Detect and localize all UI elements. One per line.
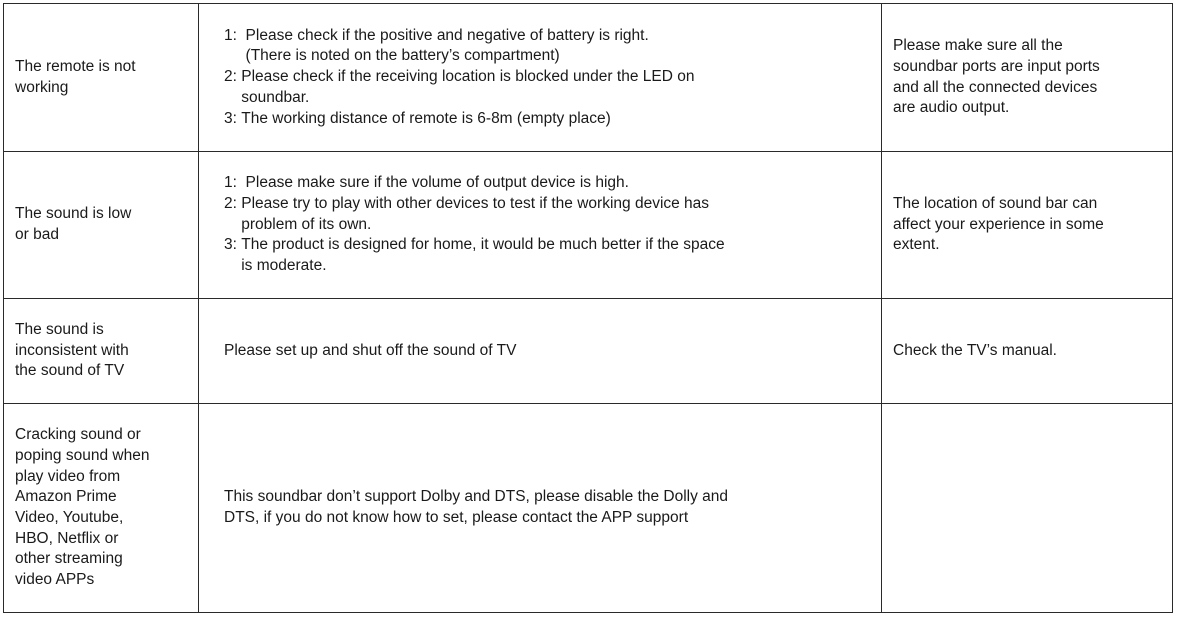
note-cell bbox=[881, 299, 1172, 403]
list-item bbox=[224, 173, 725, 194]
solution-cell bbox=[198, 152, 881, 298]
table-row bbox=[4, 4, 1172, 151]
list-item bbox=[224, 109, 694, 130]
list-item bbox=[224, 194, 725, 235]
troubleshooting-table bbox=[3, 3, 1173, 613]
solution-cell bbox=[198, 404, 881, 612]
solution-text: Please set up and shut off the sound of TV bbox=[224, 341, 517, 359]
problem-cell bbox=[4, 152, 198, 298]
item-number: 2: bbox=[224, 68, 242, 86]
solution-list bbox=[224, 173, 725, 277]
item-number: 3: bbox=[224, 109, 242, 127]
problem-cell bbox=[4, 4, 198, 151]
note-cell bbox=[881, 4, 1172, 151]
item-text: Please make sure if the volume of output device is high. bbox=[245, 174, 629, 192]
table-row bbox=[4, 298, 1172, 403]
item-number: 1: bbox=[224, 174, 246, 192]
solution-list bbox=[224, 26, 694, 130]
item-text: Please try to play with other devices to test if the working device has problem of its own. bbox=[241, 194, 710, 233]
item-number: 2: bbox=[224, 194, 242, 212]
item-text: Please check if the receiving location is blocked under the LED on soundbar. bbox=[241, 68, 695, 106]
list-item bbox=[224, 67, 694, 108]
item-number: 1: bbox=[224, 26, 246, 44]
problem-cell bbox=[4, 404, 198, 612]
note-cell bbox=[881, 152, 1172, 298]
note-text: Please make sure all the soundbar ports are input ports and all the connected devices are audio output. bbox=[893, 37, 1100, 117]
list-item bbox=[224, 26, 694, 67]
solution-cell bbox=[198, 299, 881, 403]
problem-text: The sound is inconsistent with the sound of TV bbox=[15, 320, 129, 380]
problem-text: The remote is not working bbox=[15, 57, 136, 96]
problem-cell bbox=[4, 299, 198, 403]
item-text: The working distance of remote is 6-8m (empty place) bbox=[241, 109, 611, 127]
solution-text: This soundbar don’t support Dolby and DTS, please disable the Dolly and DTS, if you do not know how to set, please contact the APP support bbox=[224, 488, 729, 526]
note-cell bbox=[881, 404, 1172, 612]
table-row bbox=[4, 151, 1172, 298]
list-item bbox=[224, 235, 725, 276]
solution-cell bbox=[198, 4, 881, 151]
note-text: The location of sound bar can affect your experience in some extent. bbox=[893, 194, 1104, 254]
item-number: 3: bbox=[224, 236, 242, 254]
problem-text: Cracking sound or poping sound when play video from Amazon Prime Video, Youtube, HBO, Netflix or other streaming video APPs bbox=[15, 426, 150, 589]
problem-text: The sound is low or bad bbox=[15, 205, 132, 243]
item-text: The product is designed for home, it would be much better if the space is moderate. bbox=[241, 236, 725, 275]
item-text: Please check if the positive and negative of battery is right. (There is noted on the battery’s compartment) bbox=[245, 26, 649, 65]
table-row bbox=[4, 403, 1172, 612]
note-text: Check the TV’s manual. bbox=[893, 341, 1057, 359]
